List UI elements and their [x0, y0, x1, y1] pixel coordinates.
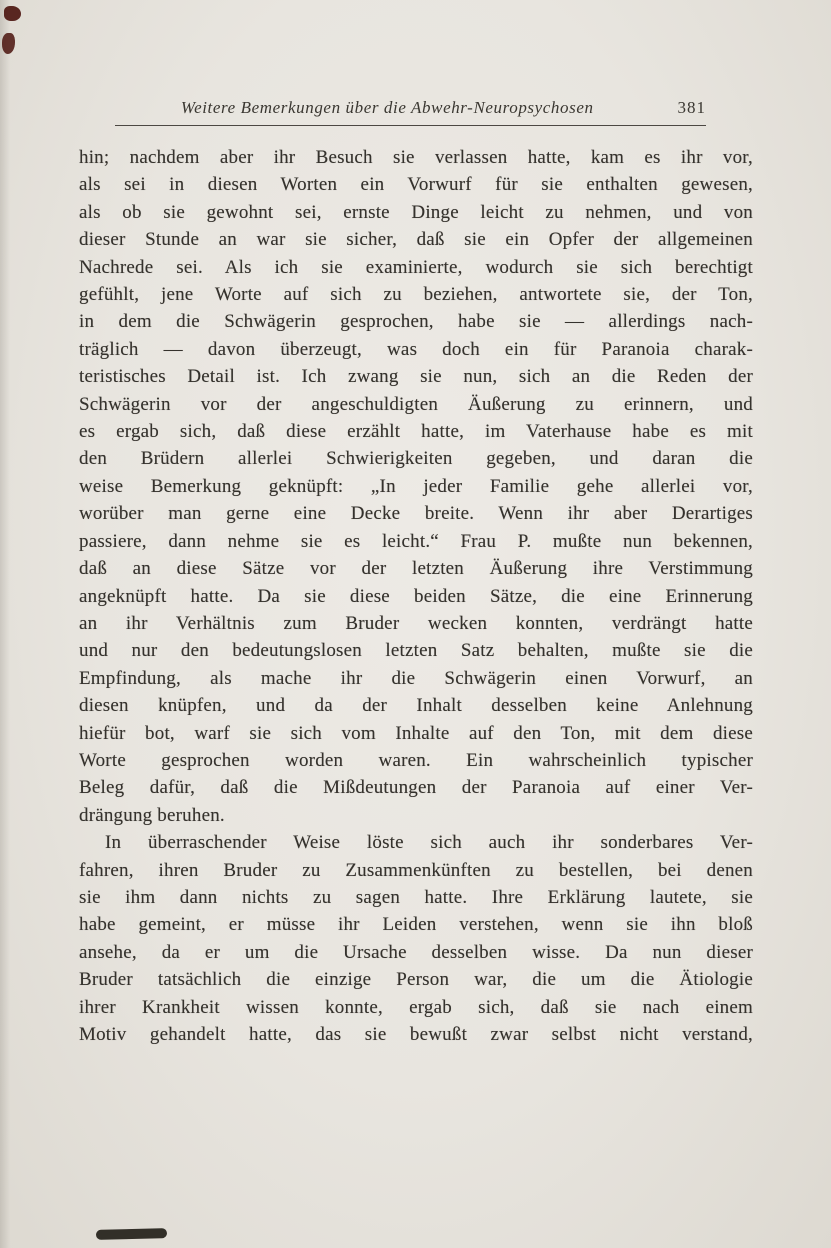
text-line: Schwägerin vor der angeschuldigten Äußerung zu erinnern, und	[79, 393, 753, 415]
text-line: weise Bemerkung geknüpft: „In jeder Familie gehe allerlei vor,	[79, 475, 753, 497]
page-number: 381	[677, 98, 706, 117]
text-line: diesen knüpfen, und da der Inhalt desselben keine Anlehnung	[79, 695, 753, 717]
text-line: sie ihm dann nichts zu sagen hatte. Ihre Erklärung lautete, sie	[79, 886, 753, 908]
text-line: an ihr Verhältnis zum Bruder wecken konnten, verdrängt hatte	[79, 612, 753, 634]
text-line: den Brüdern allerlei Schwierigkeiten gegeben, und daran die	[79, 448, 753, 470]
scan-artifact-red-stain-top	[4, 6, 21, 21]
body-text	[79, 144, 753, 1048]
paragraph	[79, 144, 753, 829]
text-line: und nur den bedeutungslosen letzten Satz behalten, mußte sie die	[79, 640, 753, 662]
text-line: angeknüpft hatte. Da sie diese beiden Sätze, die eine Erinnerung	[79, 585, 753, 607]
text-line: In überraschender Weise löste sich auch ihr sonderbares Ver-	[105, 832, 753, 854]
text-line: fahren, ihren Bruder zu Zusammenkünften zu bestellen, bei denen	[79, 859, 753, 881]
text-line: Nachrede sei. Als ich sie examinierte, wodurch sie sich berechtigt	[79, 256, 753, 278]
text-line: ansehe, da er um die Ursache desselben wisse. Da nun dieser	[79, 941, 753, 963]
running-head-title: Weitere Bemerkungen über die Abwehr-Neuropsychosen	[180, 98, 594, 117]
running-head	[115, 98, 706, 126]
text-line: drängung beruhen.	[79, 804, 225, 826]
text-line: hiefür bot, warf sie sich vom Inhalte auf den Ton, mit dem diese	[79, 722, 753, 744]
text-line: ihrer Krankheit wissen konnte, ergab sich, daß sie nach einem	[79, 996, 753, 1018]
text-line: als sei in diesen Worten ein Vorwurf für sie enthalten gewesen,	[79, 174, 753, 196]
text-line: es ergab sich, daß diese erzählt hatte, im Vaterhause habe es mit	[79, 421, 753, 443]
scan-artifact-bottom-mark	[96, 1228, 167, 1240]
text-line: habe gemeint, er müsse ihr Leiden verstehen, wenn sie ihn bloß	[79, 914, 753, 936]
text-line: Beleg dafür, daß die Mißdeutungen der Paranoia auf einer Ver-	[79, 777, 753, 799]
text-line: hin; nachdem aber ihr Besuch sie verlassen hatte, kam es ihr vor,	[79, 147, 753, 168]
text-line: teristisches Detail ist. Ich zwang sie nun, sich an die Reden der	[79, 366, 753, 388]
text-line: worüber man gerne eine Decke breite. Wenn ihr aber Derartiges	[79, 503, 753, 525]
text-line: träglich — davon überzeugt, was doch ein für Paranoia charak-	[79, 338, 753, 360]
text-line: Motiv gehandelt hatte, das sie bewußt zwar selbst nicht verstand,	[79, 1024, 753, 1045]
text-line: in dem die Schwägerin gesprochen, habe sie — allerdings nach-	[79, 311, 753, 333]
text-line: dieser Stunde an war sie sicher, daß sie ein Opfer der allgemeinen	[79, 229, 753, 251]
paragraph	[79, 829, 753, 1048]
text-line: Bruder tatsächlich die einzige Person war, die um die Ätiologie	[79, 969, 753, 991]
text-line: daß an diese Sätze vor der letzten Äußerung ihre Verstimmung	[79, 558, 753, 580]
text-line: gefühlt, jene Worte auf sich zu beziehen, antwortete sie, der Ton,	[79, 284, 753, 306]
scan-artifact-red-stain-lower	[2, 33, 15, 54]
text-line: als ob sie gewohnt sei, ernste Dinge leicht zu nehmen, und von	[79, 201, 753, 223]
text-line: passiere, dann nehme sie es leicht.“ Frau P. mußte nun bekennen,	[79, 530, 753, 552]
text-line: Empfindung, als mache ihr die Schwägerin einen Vorwurf, an	[79, 667, 753, 689]
text-line: Worte gesprochen worden waren. Ein wahrscheinlich typischer	[79, 749, 753, 771]
